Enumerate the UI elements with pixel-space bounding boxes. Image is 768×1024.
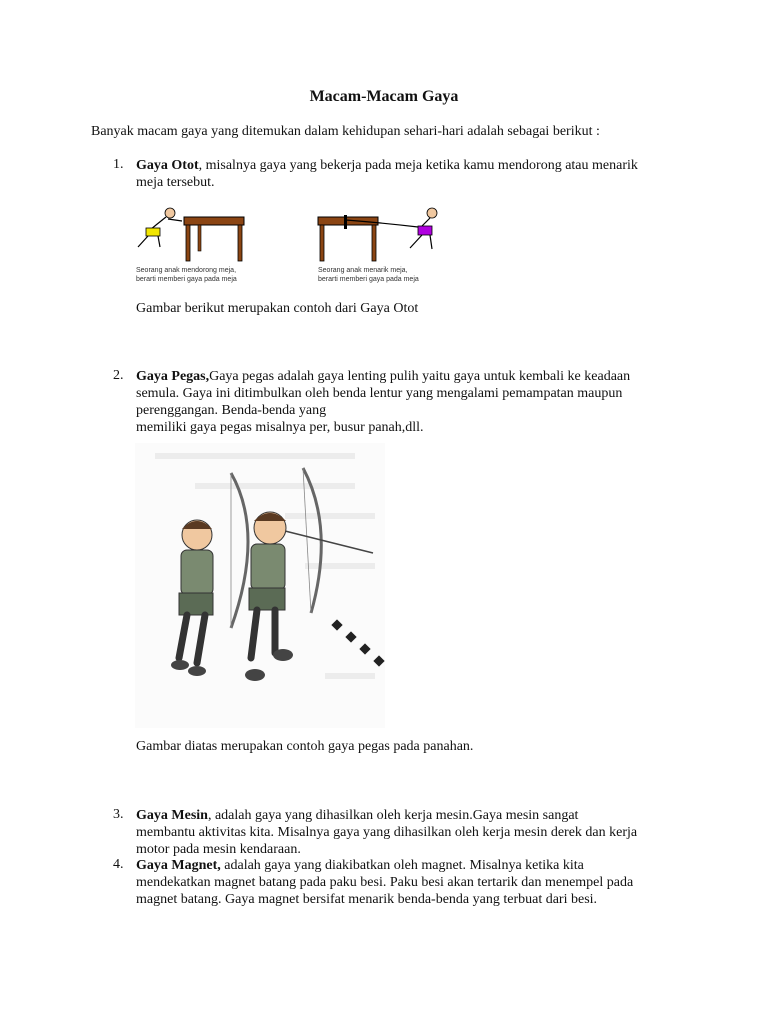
caption-gaya-pegas: Gambar diatas merupakan contoh gaya pegas pada panahan.	[136, 739, 474, 754]
figure-caption-line: Seorang anak mendorong meja,	[136, 267, 237, 274]
text-line: semula. Gaya ini ditimbulkan oleh benda lentur yang mengalami pemampatan maupun	[136, 386, 623, 401]
text-line: , misalnya gaya yang bekerja pada meja ketika kamu mendorong atau menarik	[198, 158, 638, 173]
list-number-1: 1.	[113, 157, 124, 172]
text-line: memiliki gaya pegas misalnya per, busur panah,dll.	[136, 420, 424, 435]
figure-caption-line: berarti memberi gaya pada meja	[136, 276, 237, 283]
list-number-4: 4.	[113, 857, 124, 872]
list-item-gaya-mesin	[136, 807, 696, 858]
pulling-table-figure	[314, 203, 444, 288]
text-line: motor pada mesin kendaraan.	[136, 842, 301, 857]
archery-figure	[135, 443, 385, 728]
text-line: magnet batang. Gaya magnet bersifat menarik benda-benda yang terbuat dari besi.	[136, 892, 598, 907]
pushing-table-figure	[132, 203, 262, 288]
text-line: adalah gaya yang diakibatkan oleh magnet. Misalnya ketika kita	[220, 858, 584, 873]
term-gaya-pegas: Gaya Pegas,	[136, 369, 210, 384]
document-title: Macam-Macam Gaya	[309, 88, 459, 105]
text-line: Gaya pegas adalah gaya lenting pulih yaitu gaya untuk kembali ke keadaan	[209, 369, 631, 384]
term-gaya-magnet: Gaya Magnet,	[136, 858, 221, 873]
term-gaya-otot: Gaya Otot	[136, 158, 199, 173]
list-number-3: 3.	[113, 807, 124, 822]
text-line: mendekatkan magnet batang pada paku besi. Paku besi akan tertarik dan menempel pada	[136, 875, 634, 890]
list-item-gaya-otot	[136, 157, 696, 191]
figure-caption-line: berarti memberi gaya pada meja	[318, 276, 419, 283]
text-line: membantu aktivitas kita. Misalnya gaya yang dihasilkan oleh kerja mesin derek dan kerja	[136, 825, 638, 840]
list-number-2: 2.	[113, 368, 124, 383]
text-line: perenggangan. Benda-benda yang	[136, 403, 327, 418]
caption-gaya-otot: Gambar berikut merupakan contoh dari Gaya Otot	[136, 301, 419, 316]
text-line: , adalah gaya yang dihasilkan oleh kerja mesin.Gaya mesin sangat	[207, 808, 579, 823]
list-item-gaya-pegas	[136, 368, 696, 436]
term-gaya-mesin: Gaya Mesin	[136, 808, 208, 823]
intro-paragraph: Banyak macam gaya yang ditemukan dalam kehidupan sehari-hari adalah sebagai berikut :	[91, 124, 600, 139]
text-line: meja tersebut.	[136, 175, 215, 190]
figure-caption-line: Seorang anak menarik meja,	[318, 267, 408, 274]
list-item-gaya-magnet	[136, 857, 696, 908]
